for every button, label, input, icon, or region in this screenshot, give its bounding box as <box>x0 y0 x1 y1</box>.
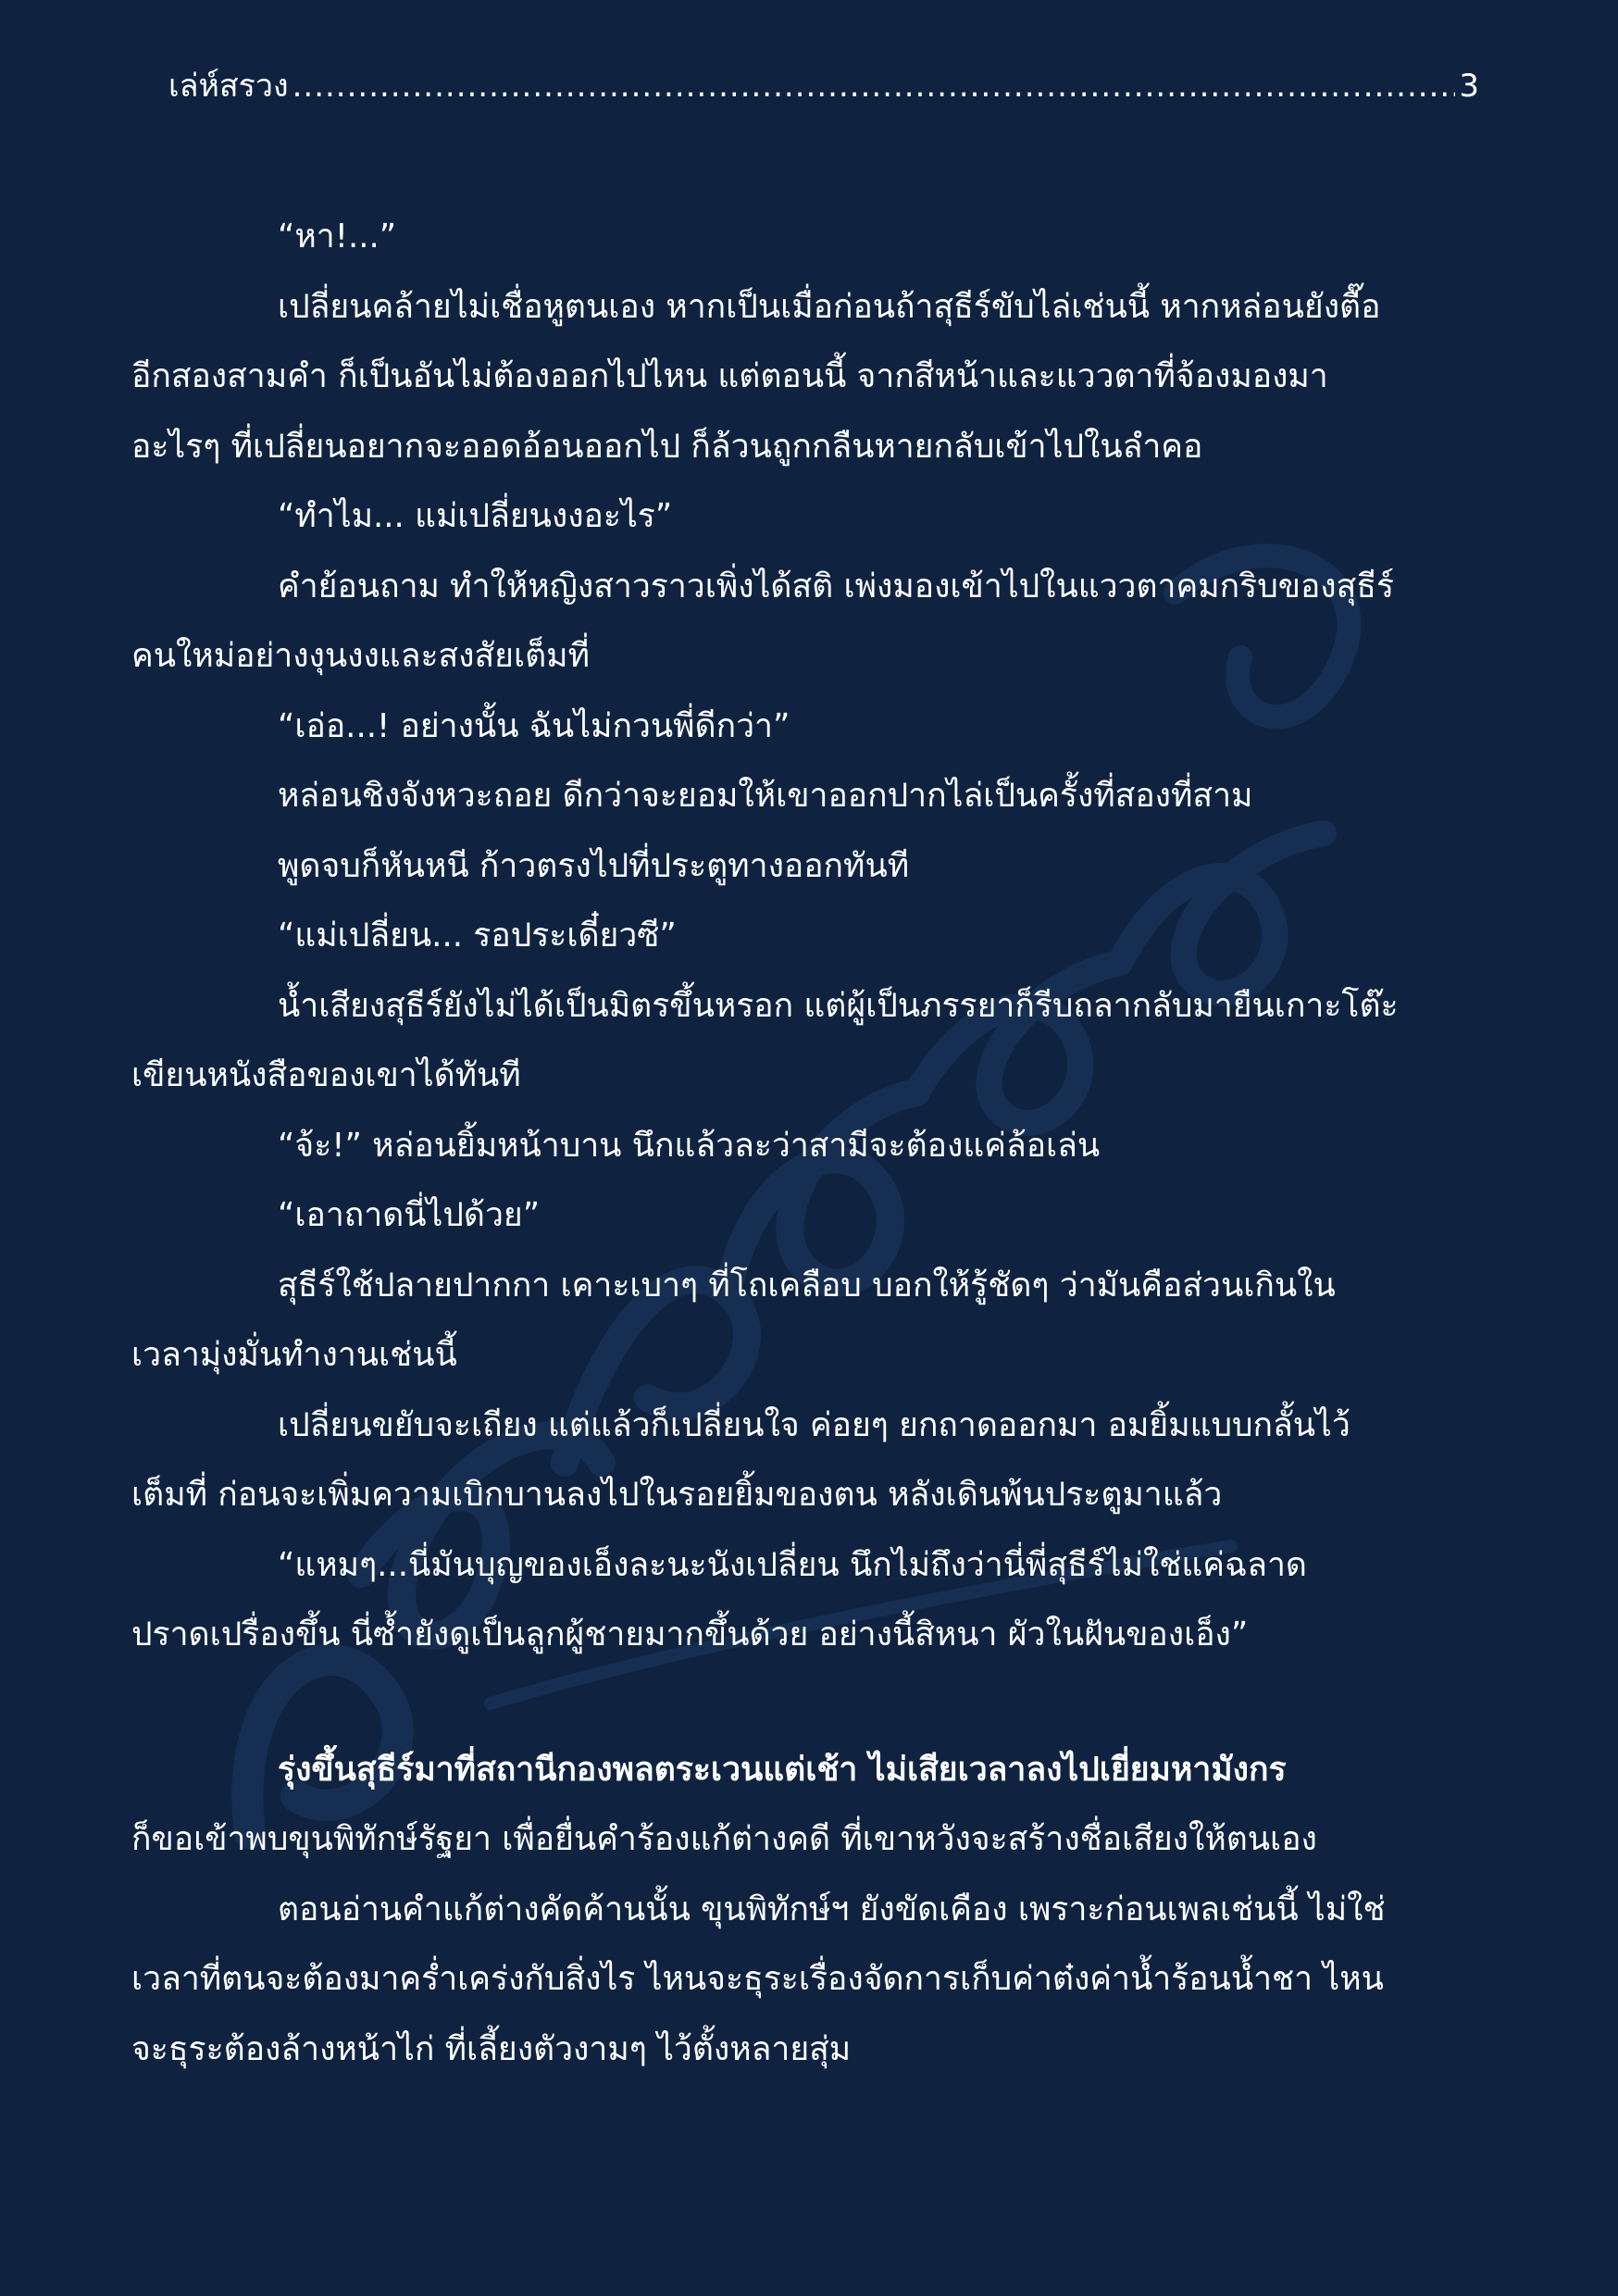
running-header <box>168 63 1479 109</box>
text-line: เปลี่ยนขยับจะเถียง แต่แล้วก็เปลี่ยนใจ ค่อยๆ ยกถาดออกมา อมยิ้มแบบกลั้นไว้ <box>278 1405 1350 1444</box>
text-line: อะไรๆ ที่เปลี่ยนอยากจะออดอ้อนออกไป ก็ล้วนถูกกลืนหายกลับเข้าไปในลำคอ <box>131 427 1203 466</box>
text-line: พูดจบก็หันหนี ก้าวตรงไปที่ประตูทางออกทันที <box>278 846 910 885</box>
text-line: จะธุระต้องล้างหน้าไก่ ที่เลี้ยงตัวงามๆ ไว้ตั้งหลายสุ่ม <box>131 2029 852 2068</box>
text-line-section-start: รุ่งขึ้นสุธีร์มาที่สถานีกองพลตระเวนแต่เช้า ไม่เสียเวลาลงไปเยี่ยมหามังกร <box>278 1750 1287 1789</box>
text-line: “ทำไม... แม่เปลี่ยนงงอะไร” <box>278 497 673 535</box>
body-text <box>131 202 1479 2084</box>
text-line: หล่อนชิงจังหวะถอย ดีกว่าจะยอมให้เขาออกปากไล่เป็นครั้งที่สองที่สาม <box>278 777 1253 815</box>
text-line: ปราดเปรื่องขึ้น นี่ซ้ำยังดูเป็นลูกผู้ชายมากขึ้นด้วย อย่างนี้สิหนา ผัวในฝันของเอ็ง” <box>131 1616 1249 1653</box>
text-line: “หา!...” <box>278 218 397 256</box>
page-number: 3 <box>1459 68 1479 105</box>
text-line: ก็ขอเข้าพบขุนพิทักษ์รัฐยา เพื่อยื่นคำร้องแก้ต่างคดี ที่เขาหวังจะสร้างชื่อเสียงให้ตนเอง <box>131 1820 1317 1858</box>
text-line: “เอาถาดนี่ไปด้วย” <box>278 1196 541 1234</box>
text-line: “แหมๆ...นี่มันบุญของเอ็งละนะนังเปลี่ยน นึกไม่ถึงว่านี่พี่สุธีร์ไม่ใช่แค่ฉลาด <box>278 1545 1307 1584</box>
book-title: เล่ห์สรวง <box>168 68 289 105</box>
text-line: สุธีร์ใช้ปลายปากกา เคาะเบาๆ ที่โถเคลือบ บอกให้รู้ชัดๆ ว่ามันคือส่วนเกินใน <box>278 1266 1336 1304</box>
text-line: “เอ่อ...! อย่างนั้น ฉันไม่กวนพี่ดีกว่า” <box>278 706 790 745</box>
text-line: เขียนหนังสือของเขาได้ทันที <box>131 1056 521 1094</box>
text-line: เต็มที่ ก่อนจะเพิ่มความเบิกบานลงไปในรอยยิ้มของตน หลังเดินพ้นประตูมาแล้ว <box>131 1476 1223 1514</box>
text-line: น้ำเสียงสุธีร์ยังไม่ได้เป็นมิตรขึ้นหรอก แต่ผู้เป็นภรรยาก็รีบถลากลับมายืนเกาะโต๊ะ <box>278 986 1399 1025</box>
text-line: อีกสองสามคำ ก็เป็นอันไม่ต้องออกไปไหน แต่ตอนนี้ จากสีหน้าและแววตาที่จ้องมองมา <box>131 357 1328 395</box>
text-line: เปลี่ยนคล้ายไม่เชื่อหูตนเอง หากเป็นเมื่อก่อนถ้าสุธีร์ขับไล่เช่นนี้ หากหล่อนยังตื๊อ <box>278 287 1381 326</box>
text-line: เวลาที่ตนจะต้องมาคร่ำเคร่งกับสิ่งไร ไหนจะธุระเรื่องจัดการเก็บค่าต๋งค่าน้ำร้อนน้ำชา ไหน <box>131 1960 1384 1998</box>
text-line: คำย้อนถาม ทำให้หญิงสาวราวเพิ่งได้สติ เพ่งมองเข้าไปในแววตาคมกริบของสุธีร์ <box>278 567 1395 605</box>
text-line: เวลามุ่งมั่นทำงานเช่นนี้ <box>131 1336 457 1374</box>
text-line: ตอนอ่านคำแก้ต่างคัดค้านนั้น ขุนพิทักษ์ฯ ยังขัดเคือง เพราะก่อนเพลเช่นนี้ ไม่ใช่ <box>278 1890 1386 1928</box>
text-line: “แม่เปลี่ยน... รอประเดี๋ยวซี” <box>278 917 677 955</box>
text-line: คนใหม่อย่างงุนงงและสงสัยเต็มที่ <box>131 637 590 675</box>
leader-dots <box>292 63 1456 109</box>
text-line: “จ้ะ!” หล่อนยิ้มหน้าบาน นึกแล้วละว่าสามีจะต้องแค่ล้อเล่น <box>278 1126 1101 1165</box>
